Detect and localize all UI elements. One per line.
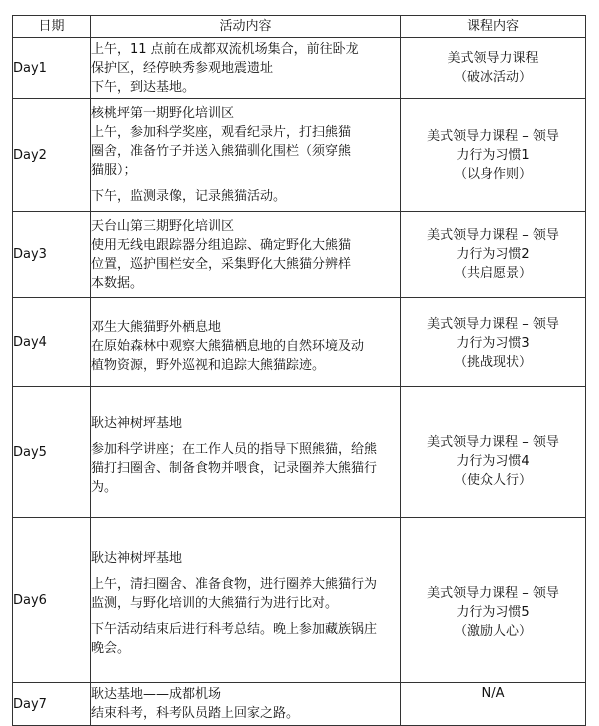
activity-line: 参加科学讲座；在工作人员的指导下照熊猫，给熊 (91, 441, 378, 457)
itinerary-table (12, 15, 586, 726)
course-cell (401, 683, 586, 726)
table-row (13, 683, 586, 726)
course-line: N/A (481, 686, 505, 701)
activity-line: 猫服）； (91, 163, 137, 178)
day-label: Day1 (13, 38, 91, 99)
header-activity: 活动内容 (91, 16, 401, 38)
activity-cell (91, 518, 401, 683)
activity-location: 邓生大熊猫野外栖息地 (91, 319, 222, 335)
activity-cell (91, 38, 401, 99)
course-line: （激励人心） (453, 623, 532, 639)
course-line: 美式领导力课程 – 领导 (427, 585, 559, 601)
course-line: （共启愿景） (453, 266, 532, 281)
table-row (13, 38, 586, 99)
day-label: Day7 (13, 683, 91, 726)
course-cell (401, 99, 586, 212)
activity-location: 耿达基地——成都机场 (91, 687, 222, 702)
course-line: （破冰活动） (453, 70, 532, 85)
itinerary-body (13, 38, 586, 726)
header-date: 日期 (13, 16, 91, 38)
activity-line: 在原始森林中观察大熊猫栖息地的自然环境及动 (91, 338, 365, 354)
course-line: 力行为习惯5 (456, 604, 530, 620)
activity-line: 下午，到达基地。 (91, 79, 196, 95)
table-row (13, 387, 586, 518)
course-line: 美式领导力课程 – 领导 (427, 228, 559, 243)
course-line: 美式领导力课程 – 领导 (427, 434, 559, 450)
activity-line: 猫打扫圈舍、制备食物并喂食，记录圈养大熊猫行 (91, 460, 378, 476)
course-line: （以身作则） (453, 166, 532, 182)
activity-line: 使用无线电跟踪器分组追踪、确定野化大熊猫 (91, 237, 352, 253)
course-cell (401, 387, 586, 518)
table-row (13, 99, 586, 212)
activity-location: 天台山第三期野化培训区 (91, 218, 235, 234)
course-line: 力行为习惯4 (456, 453, 530, 469)
activity-line: 位置，巡护围栏安全，采集野化大熊猫分辨样 (91, 256, 352, 272)
course-cell (401, 298, 586, 387)
activity-line: 晚会。 (91, 640, 131, 656)
activity-location: 耿达神树坪基地 (91, 550, 183, 566)
course-cell (401, 518, 586, 683)
day-label: Day2 (13, 99, 91, 212)
table-row (13, 212, 586, 298)
activity-cell (91, 298, 401, 387)
activity-cell (91, 387, 401, 518)
course-line: （挑战现状） (453, 354, 532, 370)
activity-cell (91, 683, 401, 726)
header-row (13, 16, 586, 38)
activity-location: 耿达神树坪基地 (91, 415, 183, 431)
course-cell (401, 212, 586, 298)
course-cell (401, 38, 586, 99)
day-label: Day5 (13, 387, 91, 518)
activity-line: 植物资源，野外巡视和追踪大熊猫踪迹。 (91, 357, 326, 373)
day-label: Day3 (13, 212, 91, 298)
activity-line: 下午活动结束后进行科考总结。晚上参加藏族锅庄 (91, 621, 378, 637)
table-row (13, 518, 586, 683)
course-line: 美式领导力课程 – 领导 (427, 128, 559, 144)
activity-cell (91, 99, 401, 212)
activity-line: 上午，清扫圈舍、准备食物，进行圈养大熊猫行为 (91, 576, 378, 592)
activity-line: 本数据。 (91, 275, 144, 291)
activity-line: 保护区，经停映秀参观地震遗址 (91, 60, 274, 76)
course-line: （使众人行） (453, 472, 532, 488)
day-label: Day4 (13, 298, 91, 387)
activity-line: 为。 (91, 479, 118, 495)
course-line: 力行为习惯3 (456, 335, 530, 351)
activity-line: 圈舍，准备竹子并送入熊猫驯化围栏（须穿熊 (91, 144, 352, 159)
course-line: 美式领导力课程 – 领导 (427, 316, 559, 332)
activity-line: 结束科考，科考队员踏上回家之路。 (91, 706, 300, 721)
header-course: 课程内容 (401, 16, 586, 38)
course-line: 力行为习惯2 (456, 247, 530, 262)
itinerary-sheet (12, 15, 585, 726)
course-line: 力行为习惯1 (456, 147, 530, 163)
course-line: 美式领导力课程 (447, 51, 539, 66)
activity-cell (91, 212, 401, 298)
activity-line: 下午，监测录像，记录熊猫活动。 (91, 189, 287, 204)
activity-location: 上午，11 点前在成都双流机场集合，前往卧龙 (91, 41, 359, 57)
table-row (13, 298, 586, 387)
activity-location: 核桃坪第一期野化培训区 (91, 106, 235, 121)
activity-line: 上午，参加科学奖座，观看纪录片，打扫熊猫 (91, 125, 352, 140)
day-label: Day6 (13, 518, 91, 683)
activity-line: 监测，与野化培训的大熊猫行为进行比对。 (91, 595, 339, 611)
